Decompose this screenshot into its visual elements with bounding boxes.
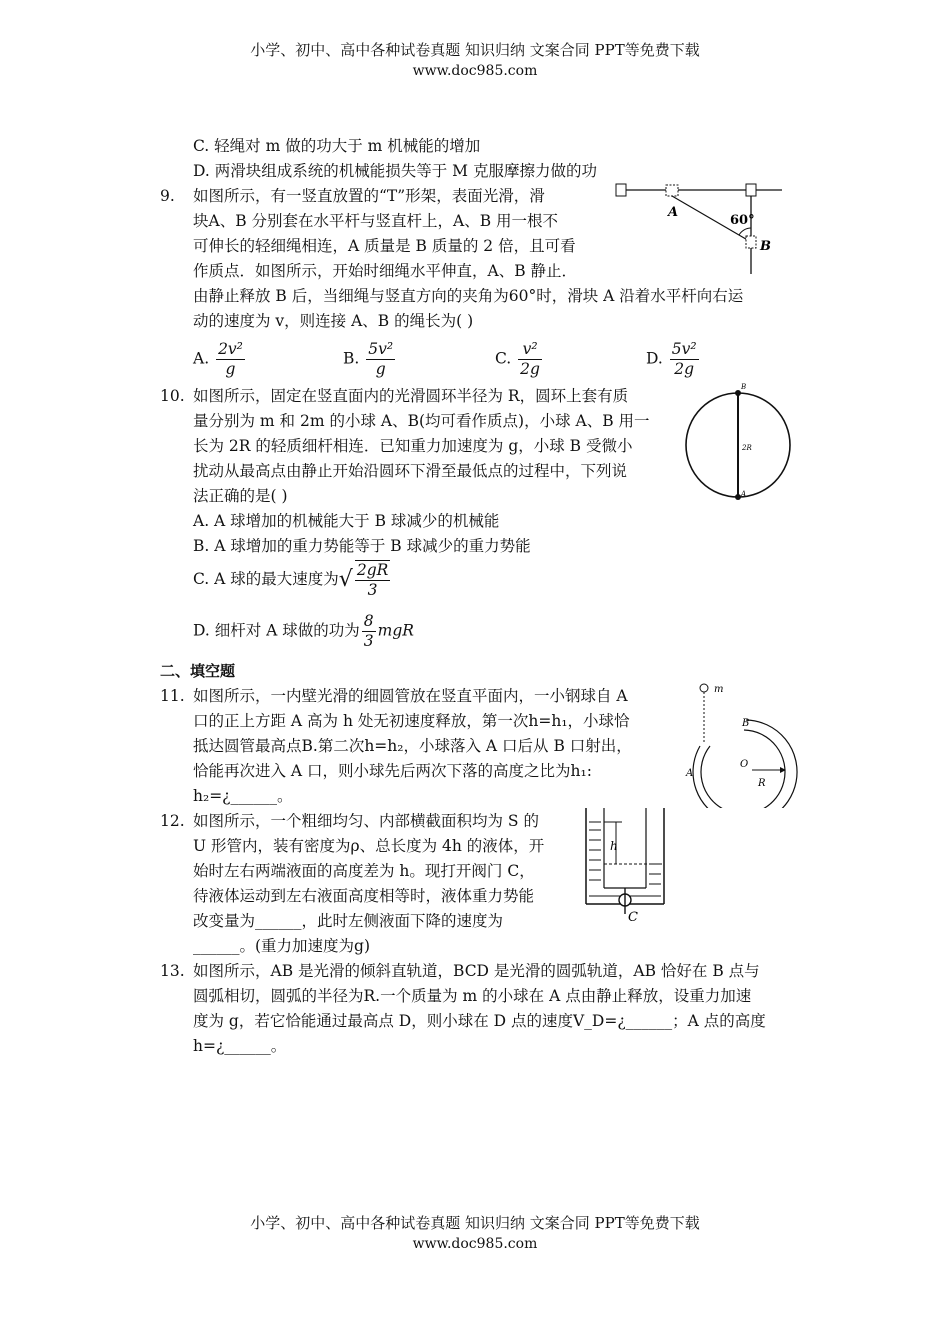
- q11-text-3: 抵达圆管最高点B.第二次h=h₂，小球落入 A 口后从 B 口射出，: [193, 737, 632, 755]
- q12-u-tube-figure: [580, 804, 670, 922]
- q9-text-4: 作质点．如图所示，开始时细绳水平伸直，A、B 静止．: [193, 262, 578, 280]
- q9-option-d-num: 5v²: [671, 340, 697, 358]
- q9-t-frame-figure: [610, 178, 790, 278]
- q11-fig-r: R: [758, 778, 766, 789]
- q10-text-4: 扰动从最高点由静止开始沿圆环下滑至最低点的过程中，下列说: [193, 462, 628, 480]
- q11-number: 11.: [160, 687, 185, 705]
- q12-text-4: 待液体运动到左右液面高度相等时，液体重力势能: [193, 887, 535, 905]
- q9-option-b-frac: [366, 340, 395, 379]
- header-url: www.doc985.com: [412, 63, 538, 79]
- header-line1: 小学、初中、高中各种试卷真题 知识归纳 文案合同 PPT等免费下载: [250, 41, 700, 59]
- q9-fig-label-a: A: [668, 205, 679, 220]
- q11-fig-o: O: [740, 759, 749, 770]
- q9-text-5: 由静止释放 B 后，当细绳与竖直方向的夹角为60°时，滑块 A 沿着水平杆向右运: [193, 287, 744, 305]
- q12-fig-c: C: [628, 910, 638, 922]
- q9-option-a-label: A.: [193, 349, 210, 368]
- q10-number: 10.: [160, 387, 185, 405]
- q10-fig-rod: 2R: [742, 444, 752, 452]
- q8-option-c: C. 轻绳对 m 做的功大于 m 机械能的增加: [193, 137, 481, 155]
- q9-text-2: 块A、B 分别套在水平杆与竖直杆上，A、B 用一根不: [193, 212, 559, 230]
- q9-option-b-den: g: [375, 360, 386, 378]
- q11-text-4: 恰能再次进入 A 口，则小球先后两次下落的高度之比为h₁:: [193, 762, 592, 780]
- q10-fig-label-b: B: [741, 383, 747, 391]
- q12-text-3: 始时左右两端液面的高度差为 h。现打开阀门 C，: [193, 862, 535, 880]
- q12-fig-h: h: [610, 839, 618, 853]
- q9-option-a-den: g: [225, 360, 236, 378]
- q12-text-6: ______。(重力加速度为g): [193, 937, 371, 955]
- q9-option-c-den: 2g: [520, 360, 540, 378]
- q10-option-c-den: 3: [367, 581, 378, 599]
- q9-option-b: [343, 340, 397, 379]
- q9-option-d: [646, 340, 701, 379]
- q10-text-3: 长为 2R 的轻质细杆相连．已知重力加速度为 g，小球 B 受微小: [193, 437, 633, 455]
- q10-option-c: C. A 球的最大速度为√ $\frac{2gR}{3}$: [193, 561, 389, 599]
- q10-option-d-num: 8: [363, 612, 374, 630]
- q10-fig-label-a: A: [741, 490, 747, 498]
- q11-text-5: h₂=¿______。: [193, 787, 293, 805]
- q10-option-d-text: D. 细杆对 A 球做的功为: [193, 621, 360, 640]
- q13-text-4: h=¿______。: [193, 1037, 287, 1055]
- q13-number: 13.: [160, 962, 185, 980]
- q9-option-b-num: 5v²: [368, 340, 394, 358]
- q9-option-a: [193, 340, 247, 379]
- q9-option-c: [495, 340, 544, 379]
- q10-option-b: B. A 球增加的重力势能等于 B 球减少的重力势能: [193, 537, 531, 555]
- q8-option-d: D. 两滑块组成系统的机械能损失等于 M 克服摩擦力做的功: [193, 162, 597, 180]
- q9-fig-label-b: B: [760, 239, 771, 254]
- q12-text-1: 如图所示，一个粗细均匀、内部横截面积均为 S 的: [193, 812, 539, 830]
- q13-text-2: 圆弧相切，圆弧的半径为R.一个质量为 m 的小球在 A 点由静止释放，设重力加速: [193, 987, 752, 1005]
- footer-url: www.doc985.com: [412, 1236, 538, 1252]
- q13-text-1: 如图所示，AB 是光滑的倾斜直轨道，BCD 是光滑的圆弧轨道，AB 恰好在 B 点与: [193, 962, 760, 980]
- page-footer: [0, 1213, 950, 1255]
- q10-option-a: A. A 球增加的机械能大于 B 球减少的机械能: [193, 512, 500, 530]
- footer-line1: 小学、初中、高中各种试卷真题 知识归纳 文案合同 PPT等免费下载: [250, 1214, 700, 1232]
- q9-fig-angle: 60°: [730, 213, 755, 228]
- q11-fig-m: m: [714, 684, 724, 695]
- q10-option-d-den: 3: [363, 632, 374, 650]
- q9-option-b-label: B.: [343, 349, 360, 368]
- q9-option-c-label: C.: [495, 349, 512, 368]
- q10-text-1: 如图所示，固定在竖直面内的光滑圆环半径为 R，圆环上套有质: [193, 387, 629, 405]
- q10-option-d-post: mgR: [377, 621, 414, 640]
- section-fill-in-heading: 二、填空题: [160, 662, 236, 680]
- q11-fig-b: B: [742, 718, 750, 729]
- q9-option-c-num: v²: [518, 340, 542, 360]
- q10-option-d: [193, 612, 414, 651]
- q9-text-3: 可伸长的轻细绳相连，A 质量是 B 质量的 2 倍，且可看: [193, 237, 576, 255]
- q10-option-d-frac: [362, 612, 376, 651]
- page-header: [0, 40, 950, 82]
- q10-option-c-num: 2gR: [356, 561, 389, 579]
- q13-text-3: 度为 g，若它恰能通过最高点 D，则小球在 D 点的速度V_D=¿______；A 点的高度: [193, 1012, 766, 1030]
- q9-option-d-den: 2g: [674, 360, 695, 378]
- q12-text-5: 改变量为______，此时左侧液面下降的速度为: [193, 912, 504, 930]
- q9-option-a-num: 2v²: [218, 340, 243, 358]
- q12-text-2: U 形管内，装有密度为ρ、总长度为 4h 的液体，开: [193, 837, 545, 855]
- q9-option-a-frac: [216, 340, 245, 379]
- q9-option-c-frac: [518, 340, 542, 379]
- q12-number: 12.: [160, 812, 185, 830]
- q10-option-c-frac: [355, 560, 390, 600]
- q9-text-6: 动的速度为 v，则连接 A、B 的绳长为( ): [193, 312, 474, 330]
- q11-text-2: 口的正上方距 A 高为 h 处无初速度释放，第一次h=h₁，小球恰: [193, 712, 630, 730]
- q9-number: 9.: [160, 187, 175, 205]
- q10-ring-figure: [684, 380, 794, 510]
- q9-option-d-frac: [670, 340, 699, 379]
- q9-option-d-label: D.: [646, 349, 663, 368]
- q9-text-1: 如图所示，有一竖直放置的“T”形架，表面光滑，滑: [193, 187, 545, 205]
- q10-option-c-text: C. A 球的最大速度为: [193, 570, 339, 588]
- q11-tube-figure: [684, 678, 804, 808]
- q11-fig-a: A: [686, 768, 694, 779]
- q10-text-5: 法正确的是( ): [193, 487, 288, 505]
- q10-text-2: 量分别为 m 和 2m 的小球 A、B(均可看作质点)，小球 A、B 用一: [193, 412, 650, 430]
- q11-text-1: 如图所示，一内壁光滑的细圆管放在竖直平面内，一小钢球自 A: [193, 687, 628, 705]
